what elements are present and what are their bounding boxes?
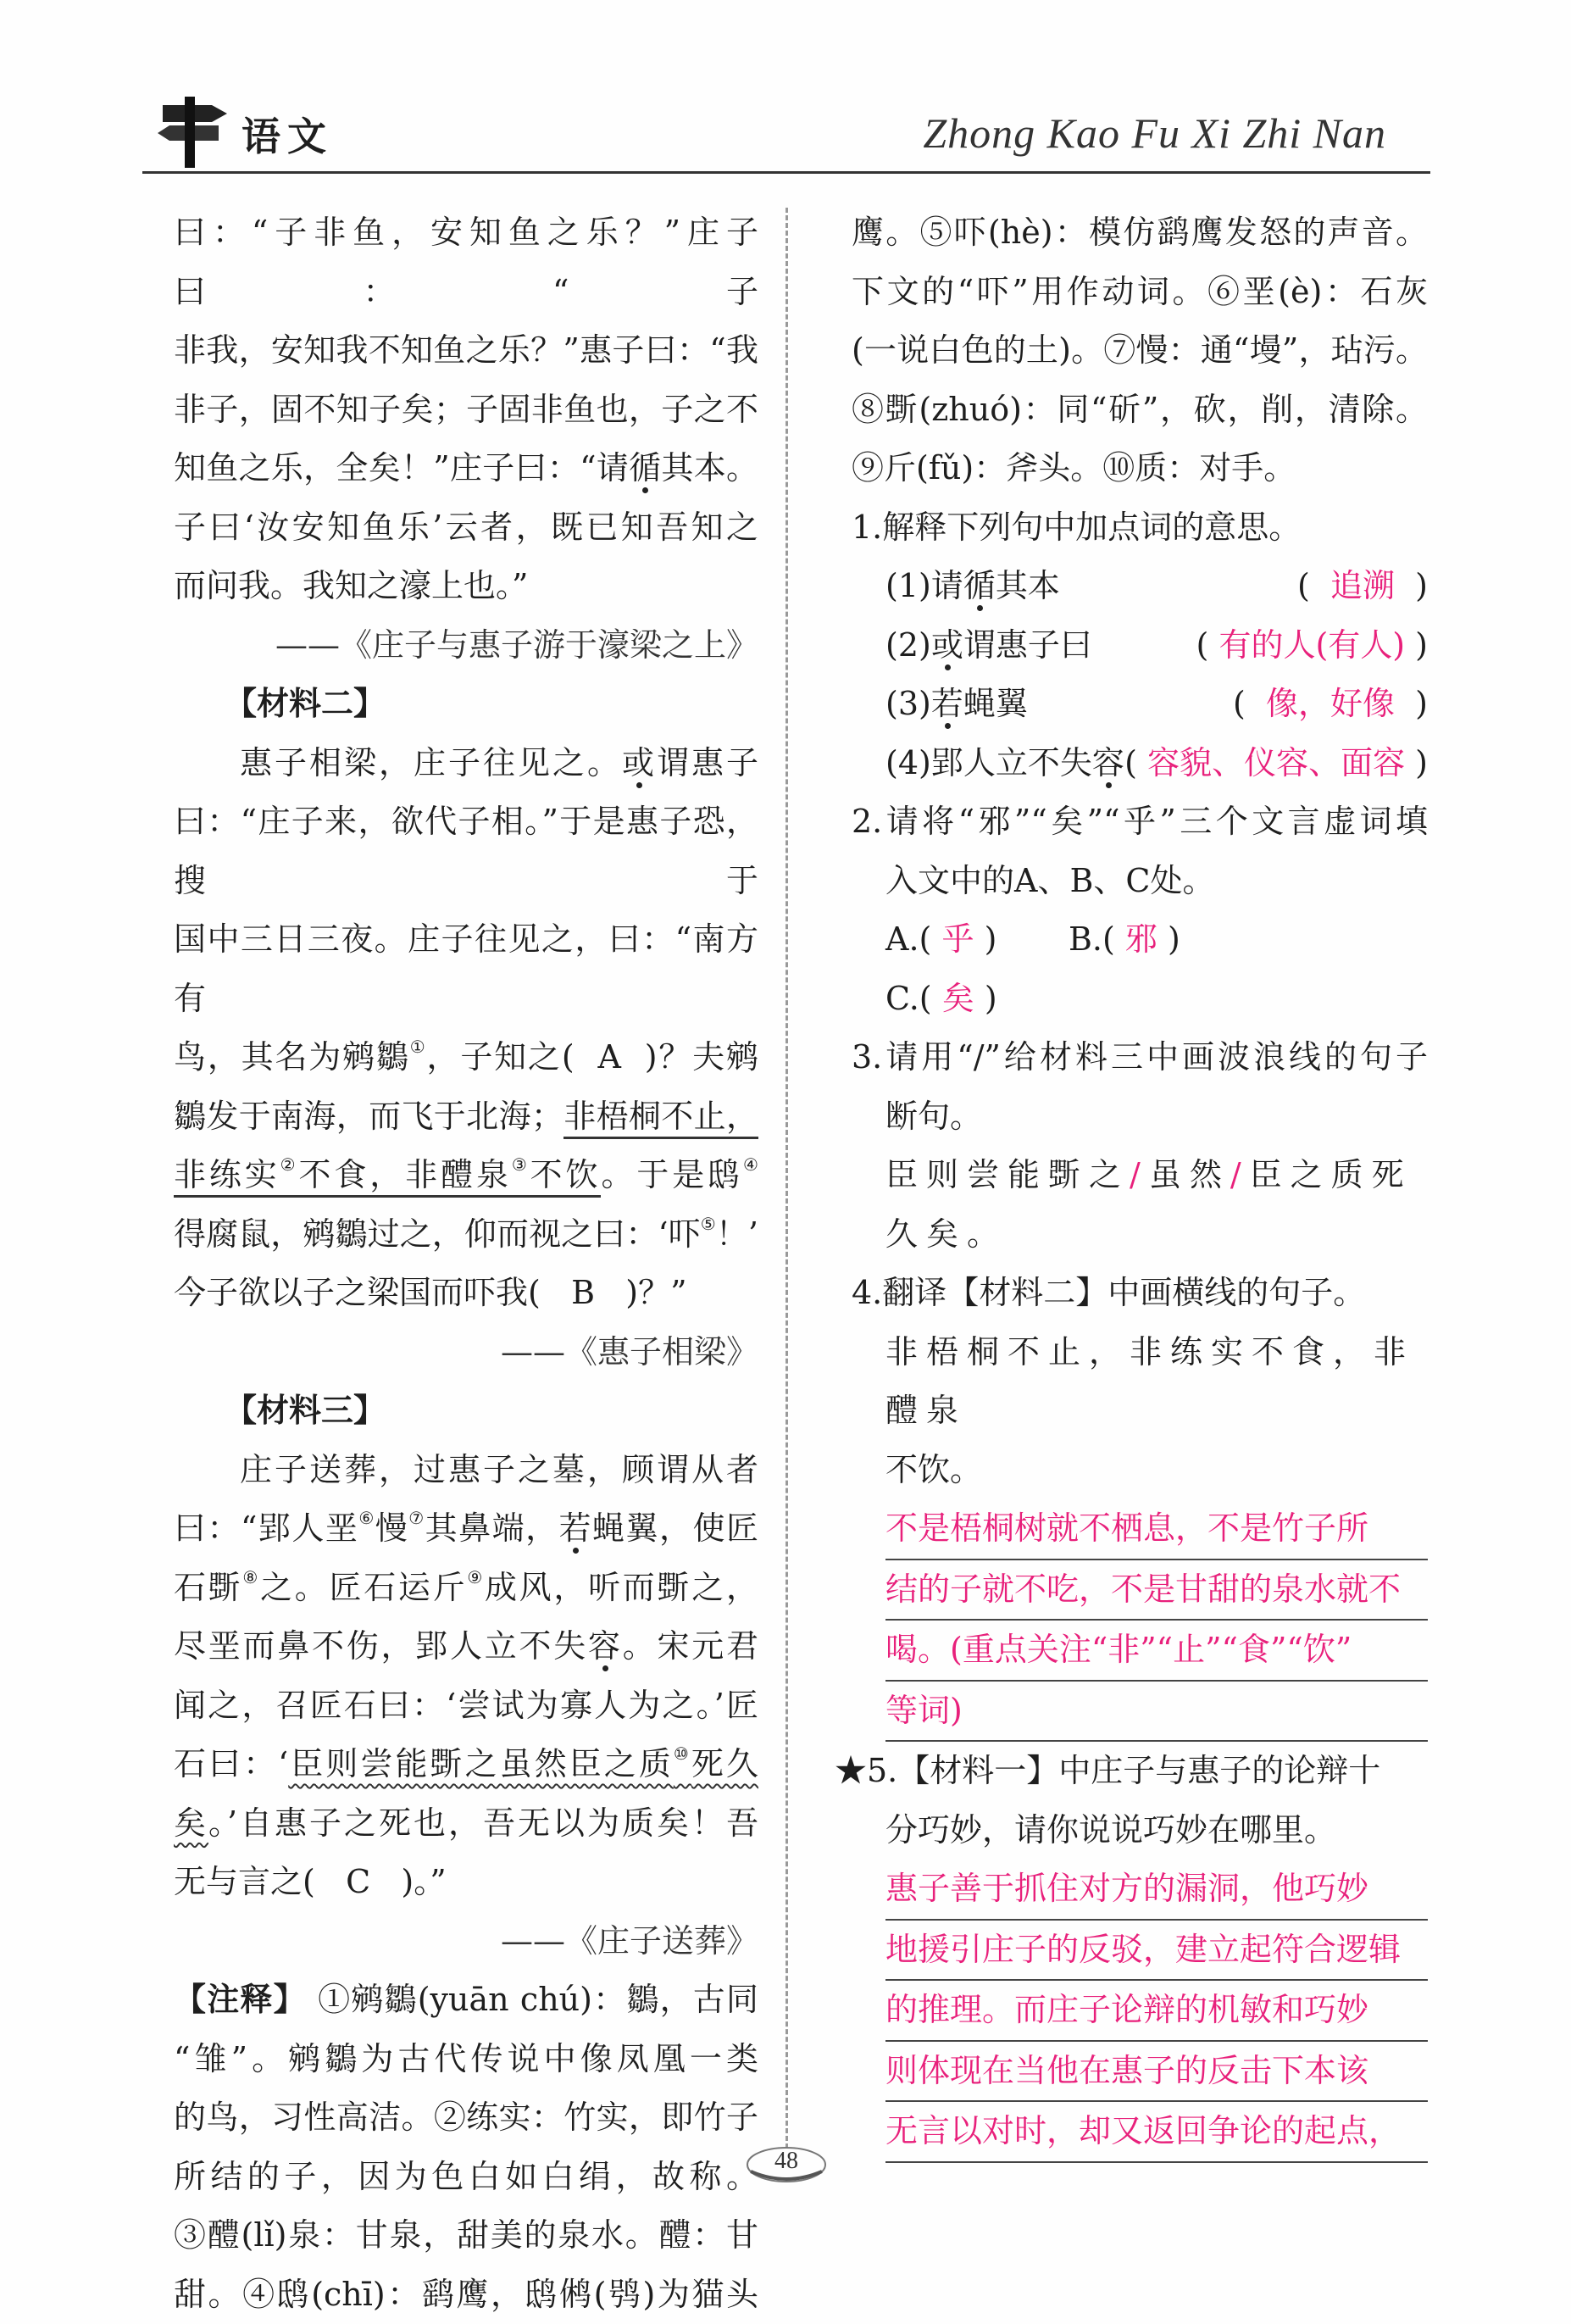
q2-answers: A.( 乎 ) B.( 邪 ) (852, 910, 1428, 970)
question-2: 2.请将“邪”“矣”“乎”三个文言虚词填 (852, 792, 1428, 852)
text-line: 的鸟，习性高洁。②练实：竹实，即竹子 (174, 2088, 758, 2148)
q4-answer: 不是梧桐树就不栖息，不是竹子所 结的子就不吃，不是甘甜的泉水就不 喝。(重点关注“非”“止”“食”“饮” 等词) (852, 1499, 1428, 1742)
question-5: ★5.【材料一】中庄子与惠子的论辩十 (835, 1742, 1428, 1801)
blank-c: C (346, 1863, 370, 1900)
text-line: 庄子送葬，过惠子之墓，顾谓从者 (174, 1441, 758, 1500)
note-line: 鹰。⑤吓(hè)：模仿鹞鹰发怒的声音。 (852, 203, 1428, 263)
source-citation: ——《惠子相梁》 (174, 1323, 758, 1382)
text-line: 尽垩而鼻不伤，郢人立不失容。宋元君 (174, 1617, 758, 1676)
answer-text: 乎 (941, 920, 974, 958)
right-column (852, 203, 1428, 2163)
text-line: 曰：“子非鱼，安知鱼之乐？”庄子曰：“子 (174, 203, 758, 321)
q2-answers: C.( 矣 ) (852, 970, 1428, 1029)
subject-title: 语文 (241, 106, 333, 162)
emphasis-dot: 循 (629, 449, 661, 486)
question-2: 入文中的A、B、C处。 (852, 852, 1428, 911)
left-column (174, 203, 758, 2324)
emphasis-dot: 若 (559, 1509, 592, 1547)
answer-text: 容貌、仪容、面容 (1147, 744, 1405, 781)
note-line: ⑨斤(fǔ)：斧头。⑩质：对手。 (852, 439, 1428, 498)
text-line: 知鱼之乐，全矣！”庄子曰：“请循其本。 (174, 439, 758, 498)
text-line: 曰：“庄子来，欲代子相。”于是惠子恐，搜于 (174, 792, 758, 910)
text-line: 得腐鼠，鹓鶵过之，仰而视之曰：‘吓⑤！’ (174, 1205, 758, 1265)
header-rule (142, 171, 1430, 174)
emphasis-dot: 若 (931, 685, 963, 722)
text-line: 所结的子，因为色白如白绢，故称。 (174, 2148, 758, 2207)
note-line: 下文的“吓”用作动词。⑥垩(è)：石灰 (852, 263, 1428, 322)
series-title: Zhong Kao Fu Xi Zhi Nan (923, 108, 1386, 158)
section-heading: 【材料三】 (174, 1382, 758, 1441)
answer-text: 像，好像 (1266, 685, 1395, 722)
blank-a: A (597, 1038, 620, 1076)
q1-item: (3)若蝇翼 ( 像，好像 ) (852, 675, 1428, 734)
text-line: 曰：“郢人垩⑥慢⑦其鼻端，若蝇翼，使匠 (174, 1499, 758, 1559)
question-1: 1.解释下列句中加点词的意思。 (852, 498, 1428, 558)
text-line: 而问我。我知之濠上也。” (174, 557, 758, 616)
note-line: ⑧斲(zhuó)：同“斫”，砍，削，清除。 (852, 381, 1428, 440)
answer-text: 追溯 (1330, 567, 1395, 604)
blank-b: B (571, 1274, 595, 1311)
q1-item: (2)或谓惠子曰 ( 有的人(有人) ) (852, 616, 1428, 676)
page-number: 48 (744, 2143, 829, 2187)
emphasis-dot: 或 (931, 626, 963, 664)
text-line: 非练实②不食，非醴泉③不饮。于是鸱④ (174, 1146, 758, 1205)
text-line: 非子，固不知子矣；子固非鱼也，子之不 (174, 381, 758, 440)
emphasis-dot: 容 (1092, 744, 1124, 781)
emphasis-dot: 容 (588, 1627, 623, 1665)
q3-answer: 臣则尝能斲之/虽然/臣之质死 (852, 1146, 1428, 1205)
text-line: 石斲⑧之。匠石运斤⑨成风，听而斲之， (174, 1559, 758, 1618)
text-line: 鸟，其名为鹓鶵①，子知之( A )？夫鹓 (174, 1028, 758, 1087)
q4-sentence: 不饮。 (852, 1441, 1428, 1500)
text-line: 闻之，召匠石曰：‘尝试为寡人为之。’匠 (174, 1676, 758, 1736)
text-line: 无与言之( C )。” (174, 1853, 758, 1912)
text-line: 非我，安知我不知鱼之乐？”惠子曰：“我 (174, 321, 758, 381)
q1-item: (1)请循其本 ( 追溯 ) (852, 557, 1428, 616)
source-citation: ——《庄子与惠子游于濠梁之上》 (174, 616, 758, 676)
q3-answer: 久矣。 (852, 1205, 1428, 1265)
answer-text: 有的人(有人) (1218, 626, 1405, 664)
question-3: 断句。 (852, 1087, 1428, 1147)
text-line: ③醴(lǐ)泉：甘泉，甜美的泉水。醴：甘 (174, 2206, 758, 2266)
q1-item: (4)郢人立不失容 ( 容貌、仪容、面容 ) (852, 734, 1428, 793)
text-line: 【注释】 ①鹓鶵(yuān chú)：鶵，古同 (174, 1971, 758, 2030)
section-heading: 【材料二】 (174, 675, 758, 734)
note-line: (一说白色的土)。⑦慢：通“墁”，玷污。 (852, 321, 1428, 381)
notes-heading: 【注释】 (174, 1981, 307, 2018)
emphasis-dot: 或 (622, 744, 657, 781)
question-4: 4.翻译【材料二】中画横线的句子。 (852, 1264, 1428, 1323)
answer-text: 矣 (942, 980, 974, 1017)
text-line: “雏”。鹓鶵为古代传说中像凤凰一类 (174, 2030, 758, 2089)
answer-text: 邪 (1125, 920, 1157, 958)
text-line: 甜。④鸱(chī)：鹞鹰，鸱鸺(鸮)为猫头 (174, 2266, 758, 2324)
text-line: 鶵发于南海，而飞于北海；非梧桐不止， (174, 1087, 758, 1147)
emphasis-dot: 循 (963, 567, 996, 604)
q5-answer: 惠子善于抓住对方的漏洞，他巧妙 地援引庄子的反驳，建立起符合逻辑 的推理。而庄子论辩的机敏和巧妙 则体现在当他在惠子的反击下本该 无言以对时，却又返回争论的起点， (852, 1860, 1428, 2163)
question-3: 3.请用“/”给材料三中画波浪线的句子 (852, 1028, 1428, 1087)
text-line: 惠子相梁，庄子往见之。或谓惠子 (174, 734, 758, 793)
text-line: 国中三日三夜。庄子往见之，曰：“南方有 (174, 910, 758, 1028)
question-5: 分巧妙，请你说说巧妙在哪里。 (852, 1801, 1428, 1860)
text-line: 矣。’自惠子之死也，吾无以为质矣！吾 (174, 1794, 758, 1854)
column-divider (786, 208, 788, 2149)
source-citation: ——《庄子送葬》 (174, 1912, 758, 1971)
text-line: 今子欲以子之梁国而吓我( B )？” (174, 1264, 758, 1323)
text-line: 子曰‘汝安知鱼乐’云者，既已知吾知之 (174, 498, 758, 558)
q4-sentence: 非梧桐不止，非练实不食，非醴泉 (852, 1323, 1428, 1441)
signpost-logo-icon (153, 93, 237, 170)
text-line: 石曰：‘臣则尝能斲之虽然臣之质⑩死久 (174, 1735, 758, 1794)
